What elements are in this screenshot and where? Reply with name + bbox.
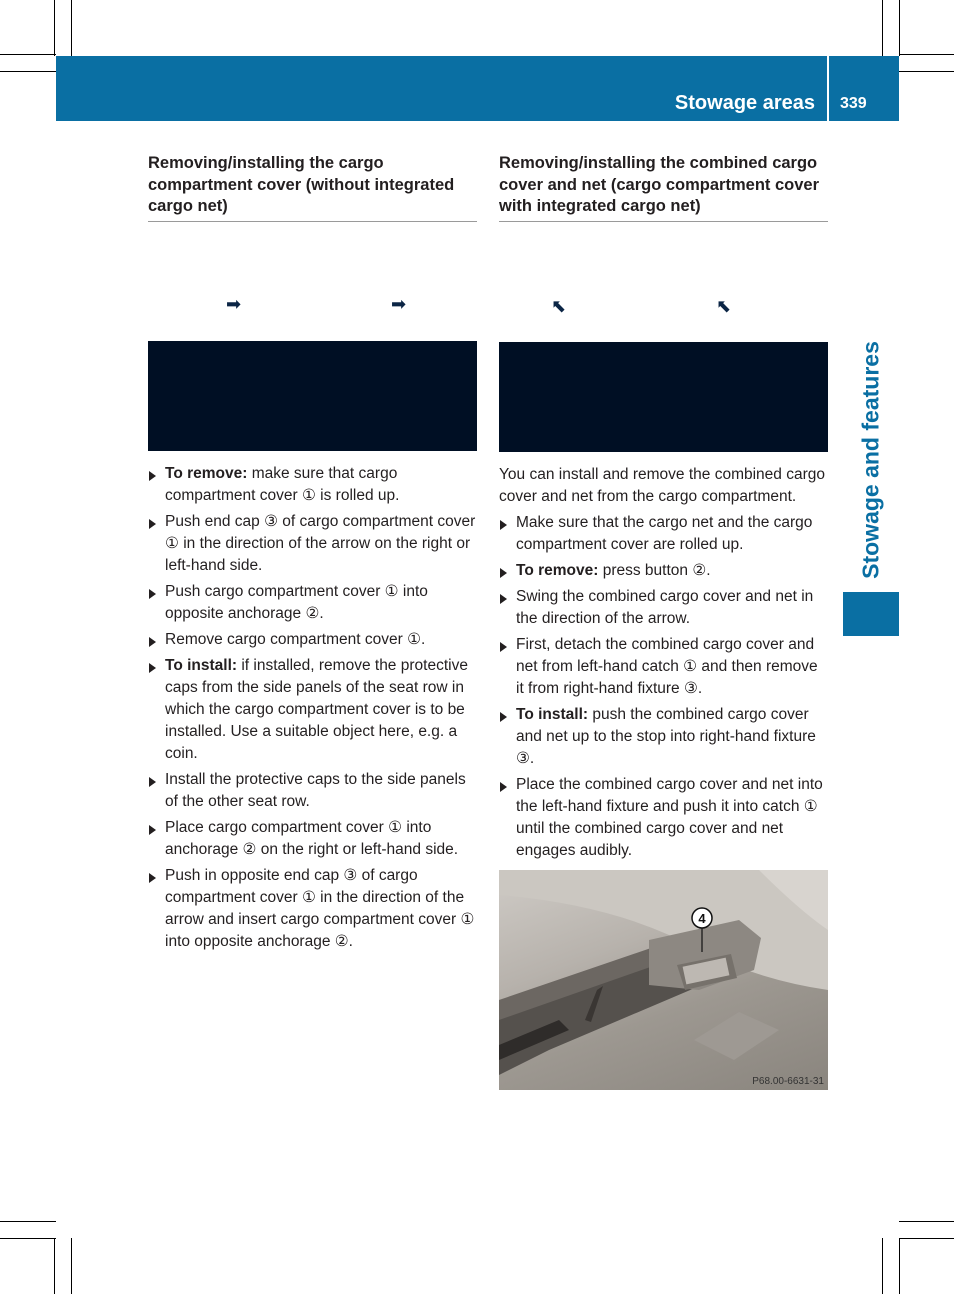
instruction-step xyxy=(148,769,477,813)
step-text: make sure that cargo compartment cover ① is rolled up. xyxy=(165,464,400,504)
instruction-list xyxy=(499,512,828,862)
arrow-down-left-icon: ⬉ xyxy=(551,295,567,316)
instruction-step xyxy=(148,655,477,765)
instruction-step xyxy=(148,463,477,507)
page-number: 339 xyxy=(840,95,867,112)
step-text: Push end cap ③ of cargo compartment cover ① in the direction of the arrow on the right or left-hand side. xyxy=(165,512,476,574)
chapter-tab-marker xyxy=(843,592,899,636)
cargo-cover-photo xyxy=(499,870,828,1090)
step-text: press button ②. xyxy=(598,561,711,579)
figure-arrows xyxy=(148,222,477,341)
step-text: Swing the combined cargo cover and net in the direction of the arrow. xyxy=(516,587,814,627)
arrow-right-icon: ➡ xyxy=(226,293,242,314)
crop-mark xyxy=(882,1238,883,1294)
step-text: Push in opposite end cap ③ of cargo compartment cover ① in the direction of the arrow and insert cargo compartment cover ① into opposite anchorage ②. xyxy=(165,866,475,950)
arrow-down-left-icon: ⬉ xyxy=(716,295,732,316)
figure-illustration xyxy=(499,342,828,452)
crop-mark xyxy=(54,0,55,56)
crop-mark xyxy=(71,0,72,56)
step-text: Place the combined cargo cover and net into the left-hand fixture and push it into catch ① until the combined cargo cover and net engages audibly. xyxy=(516,775,823,859)
instruction-step xyxy=(148,511,477,577)
instruction-step xyxy=(499,774,828,862)
step-keyword: To remove: xyxy=(165,464,248,482)
instruction-step xyxy=(148,865,477,953)
step-text: Remove cargo compartment cover ①. xyxy=(165,630,426,648)
step-keyword: To remove: xyxy=(516,561,599,579)
photo-figure xyxy=(499,870,828,1090)
crop-mark xyxy=(71,1238,72,1294)
crop-mark xyxy=(899,1238,900,1294)
step-text: Place cargo compartment cover ① into anchorage ② on the right or left-hand side. xyxy=(165,818,459,858)
instruction-step xyxy=(499,586,828,630)
step-text: Make sure that the cargo net and the cargo compartment cover are rolled up. xyxy=(516,513,813,553)
crop-mark xyxy=(899,54,954,55)
header-divider xyxy=(827,56,829,121)
instruction-step xyxy=(148,629,477,651)
intro-paragraph: You can install and remove the combined cargo cover and net from the cargo compartment. xyxy=(499,465,825,505)
step-text: push the combined cargo cover and net up to the stop into right-hand fixture ③. xyxy=(516,705,816,767)
section-heading: Removing/installing the combined cargo cover and net (cargo compartment cover with integrated cargo net) xyxy=(499,153,828,222)
crop-mark xyxy=(899,1221,954,1222)
figure-illustration xyxy=(148,341,477,451)
figure-arrows xyxy=(499,222,828,342)
step-text: if installed, remove the protective caps from the side panels of the seat row in which the cargo compartment cover is to be installed. Use a suitable object here, e.g. a coin. xyxy=(165,656,468,762)
step-text: Push cargo compartment cover ① into opposite anchorage ②. xyxy=(165,582,428,622)
instruction-step xyxy=(499,512,828,556)
step-keyword: To install: xyxy=(165,656,238,674)
crop-mark xyxy=(882,0,883,56)
crop-mark xyxy=(0,1221,56,1222)
crop-mark xyxy=(899,1238,954,1239)
step-keyword: To install: xyxy=(516,705,589,723)
arrow-right-icon: ➡ xyxy=(391,293,407,314)
instruction-step xyxy=(499,704,828,770)
chapter-tab-label: Stowage and features xyxy=(857,341,884,579)
left-column xyxy=(148,153,477,957)
instruction-step xyxy=(148,817,477,861)
instruction-step xyxy=(148,581,477,625)
instruction-list xyxy=(148,463,477,953)
callout-number: 4 xyxy=(698,910,706,926)
crop-mark xyxy=(899,71,954,72)
step-text: Install the protective caps to the side panels of the other seat row. xyxy=(165,770,466,810)
crop-mark xyxy=(54,1238,55,1294)
crop-mark xyxy=(0,1238,56,1239)
right-column xyxy=(499,153,828,1090)
section-heading: Removing/installing the cargo compartment cover (without integrated cargo net) xyxy=(148,153,477,222)
crop-mark xyxy=(0,71,56,72)
crop-mark xyxy=(0,54,56,55)
figure-code: P68.00-6631-31 xyxy=(752,1075,824,1087)
step-text: First, detach the combined cargo cover and net from left-hand catch ① and then remove it from right-hand fixture ③. xyxy=(516,635,818,697)
page-header xyxy=(56,56,899,121)
instruction-step xyxy=(499,634,828,700)
instruction-step xyxy=(499,560,828,582)
crop-mark xyxy=(899,0,900,56)
section-title: Stowage areas xyxy=(674,92,815,114)
